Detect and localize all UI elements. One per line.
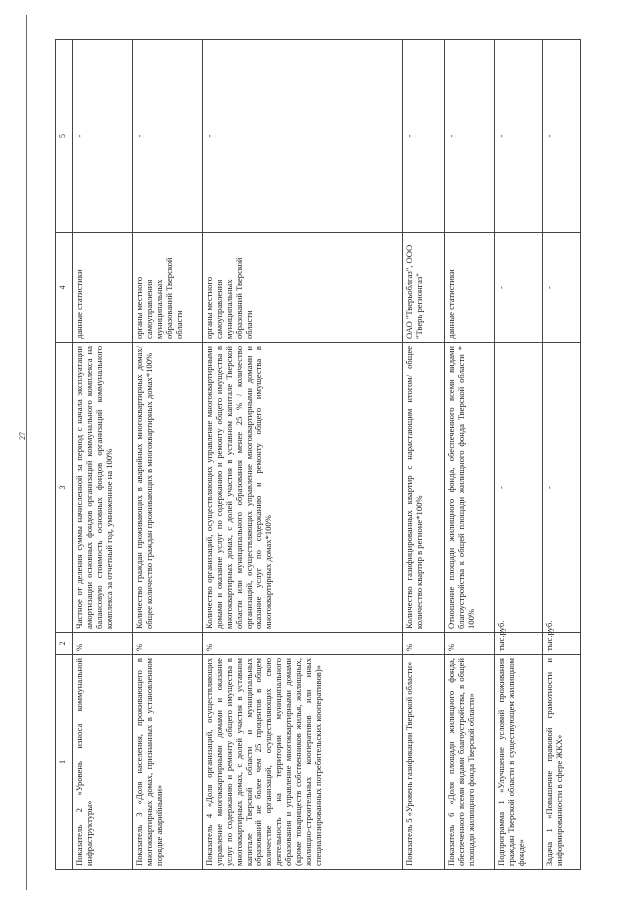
- source: -: [495, 233, 543, 343]
- formula: Количество организаций, осуществляющих управление многоквартирными домами и оказание услуг по содержанию и ремонту общего имущества в многоквартирных домах, с долей участия в уставном капитале Тверской области или муниципального образования менее 25 % / количество организаций, осуществляющих управление многоквартирными домами и оказание услуг по содержанию и ремонту общего имущества в многоквартирных домах*100%: [203, 343, 403, 633]
- rotated-table-container: [55, 40, 575, 870]
- extra: -: [403, 40, 445, 233]
- source: данные статистики: [445, 233, 495, 343]
- formula: -: [543, 343, 581, 633]
- source: -: [543, 233, 581, 343]
- indicator-name: Показатель 2 «Уровень износа коммунальной инфраструктуры»: [73, 655, 133, 870]
- source: органы местного самоуправления муниципальных образований Тверской области: [203, 233, 403, 343]
- page-number: 27: [18, 432, 27, 440]
- formula: -: [495, 343, 543, 633]
- formula: Частное от деления суммы начисленной за период с начала эксплуатации амортизации основных фондов организаций коммунального комплекса на балансовую стоимость основных фондов организаций коммунального комплекса за отчетный год, умноженное на 100%: [73, 343, 133, 633]
- table-row: [403, 40, 445, 870]
- formula: Количество граждан проживающих в аварийных многоквартирных домах/ общее количество граждан проживающих в многоквартирных домах*100%: [133, 343, 203, 633]
- table-header-row: [56, 40, 73, 870]
- scan-edge-line: [26, 15, 27, 890]
- table-row: [495, 40, 543, 870]
- header-col-3: 3: [56, 343, 73, 633]
- indicators-table: [55, 39, 581, 870]
- indicator-name: Показатель 4 «Доля организаций, осуществляющих управление многоквартирными домами и оказание услуг по содержанию и ремонту общего имущества в многоквартирных домах, с долей участия в уставном капитале Тверской области и муниципальных образований не более чем 25 процентов в общем количестве организаций, осуществляющих свою деятельность на территории муниципального образования и управление многоквартирными домами (кроме товариществ собственников жилья, жилищных, жилищно-строительных кооперативов или иных специализированных потребительских кооперативов)»: [203, 655, 403, 870]
- indicator-name: Показатель 3 «Доля населения, проживающего в многоквартирных домах, признанных в установленном порядке аварийными»: [133, 655, 203, 870]
- unit: %: [445, 633, 495, 655]
- unit: %: [403, 633, 445, 655]
- formula: Количество газифицированных квартир с нарастающим итогом/ общее количество квартир в регионе*100%: [403, 343, 445, 633]
- extra: -: [133, 40, 203, 233]
- header-col-4: 4: [56, 233, 73, 343]
- extra: -: [445, 40, 495, 233]
- formula: Отношение площади жилищного фонда, обеспеченного всеми видами благоустройства к общей площади жилищного фонда Тверской области * 100%: [445, 343, 495, 633]
- source: данные статистики: [73, 233, 133, 343]
- unit: %: [133, 633, 203, 655]
- indicator-name: Показатель 6 «Доля площади жилищного фонда, обеспеченного всеми видами благоустройства, в общей площади жилищного фонда Тверской области»: [445, 655, 495, 870]
- source: ОАО "Тверьоблгаз", ООО "Тверь регионгаз": [403, 233, 445, 343]
- indicator-name: Показатель 5 «Уровень газификации Тверской области»: [403, 655, 445, 870]
- table-row: [73, 40, 133, 870]
- extra: -: [543, 40, 581, 233]
- unit: тыс.руб.: [543, 633, 581, 655]
- unit: тыс.руб.: [495, 633, 543, 655]
- source: органы местного самоуправления муниципальных образований Тверской области: [133, 233, 203, 343]
- table-row: [543, 40, 581, 870]
- table-row: [133, 40, 203, 870]
- extra: -: [495, 40, 543, 233]
- table-row: [445, 40, 495, 870]
- subprogram-name: Подпрограмма 1 «Улучшение условий проживания граждан Тверской области в существующем жилищном фонде»: [495, 655, 543, 870]
- task-name: Задача 1 «Повышение правовой грамотности и информированности в сфере ЖКХ»: [543, 655, 581, 870]
- header-col-2: 2: [56, 633, 73, 655]
- header-col-5: 5: [56, 40, 73, 233]
- extra: -: [203, 40, 403, 233]
- table-row: [203, 40, 403, 870]
- unit: %: [73, 633, 133, 655]
- unit: %: [203, 633, 403, 655]
- extra: -: [73, 40, 133, 233]
- header-col-1: 1: [56, 655, 73, 870]
